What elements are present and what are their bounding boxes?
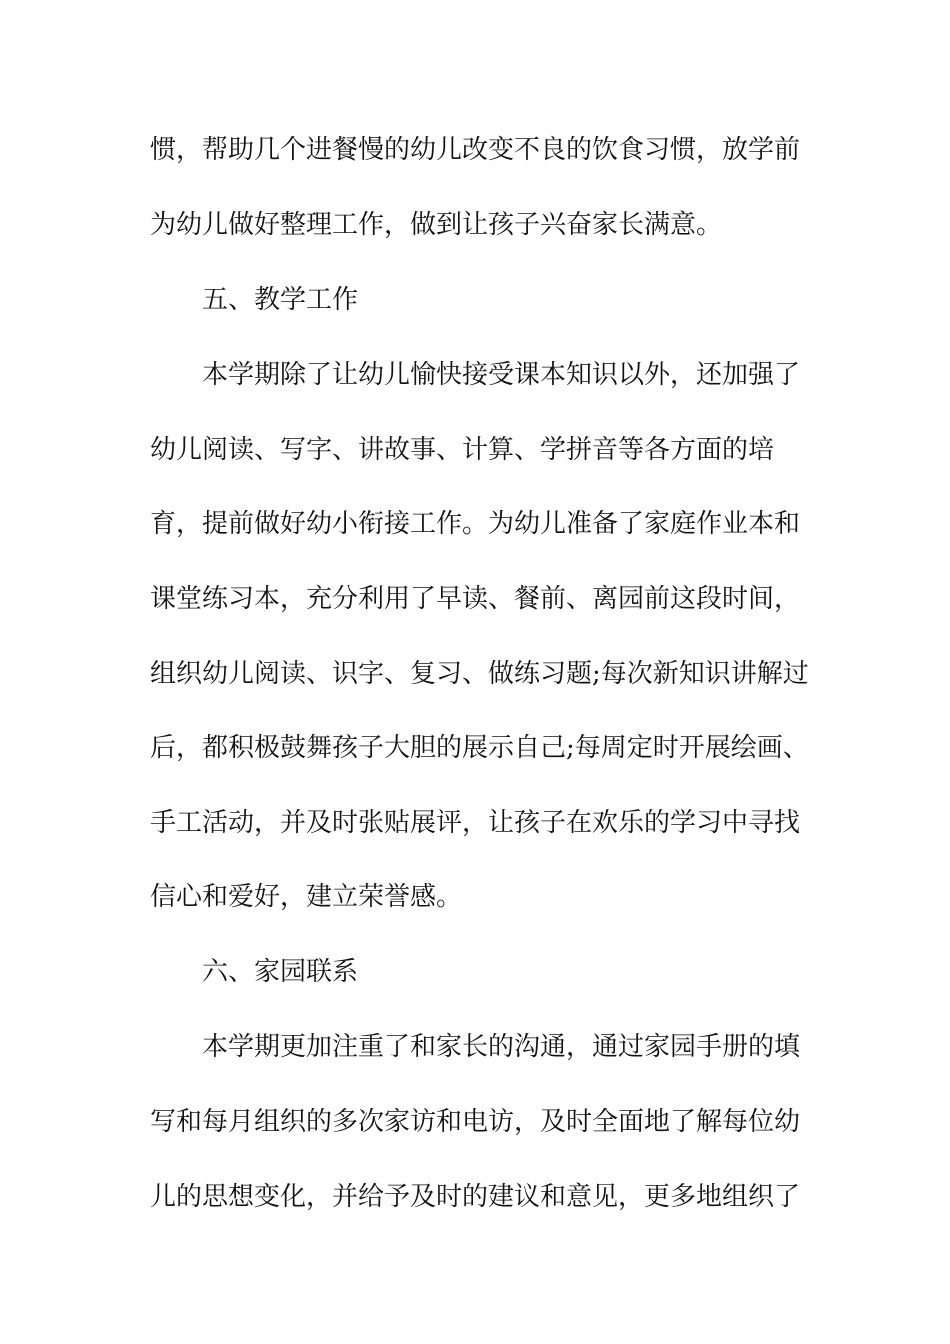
text-line: 惯，帮助几个进餐慢的幼儿改变不良的饮食习惯，放学前 [150,135,801,165]
text-line: 手工活动，并及时张贴展评，让孩子在欢乐的学习中寻找 [150,808,801,838]
section-heading-teaching: 五、教学工作 [202,285,359,315]
text-line: 信心和爱好，建立荣誉感。 [150,882,463,912]
text-line: 幼儿阅读、写字、讲故事、计算、学拼音等各方面的培 [150,435,775,465]
text-line: 本学期除了让幼儿愉快接受课本知识以外，还加强了 [202,360,801,390]
text-line: 育，提前做好幼小衔接工作。为幼儿准备了家庭作业本和 [150,509,801,539]
text-line: 写和每月组织的多次家访和电访，及时全面地了解每位幼 [150,1107,801,1137]
section-heading-home-school: 六、家园联系 [202,957,359,987]
text-line: 后，都积极鼓舞孩子大胆的展示自己;每周定时开展绘画、 [150,733,809,763]
text-line: 本学期更加注重了和家长的沟通，通过家园手册的填 [202,1032,801,1062]
text-line: 儿的思想变化，并给予及时的建议和意见，更多地组织了 [150,1182,801,1212]
text-line: 组织幼儿阅读、识字、复习、做练习题;每次新知识讲解过 [150,659,809,689]
text-line: 为幼儿做好整理工作，做到让孩子兴奋家长满意。 [150,210,723,240]
text-line: 课堂练习本，充分利用了早读、餐前、离园前这段时间， [150,584,801,614]
